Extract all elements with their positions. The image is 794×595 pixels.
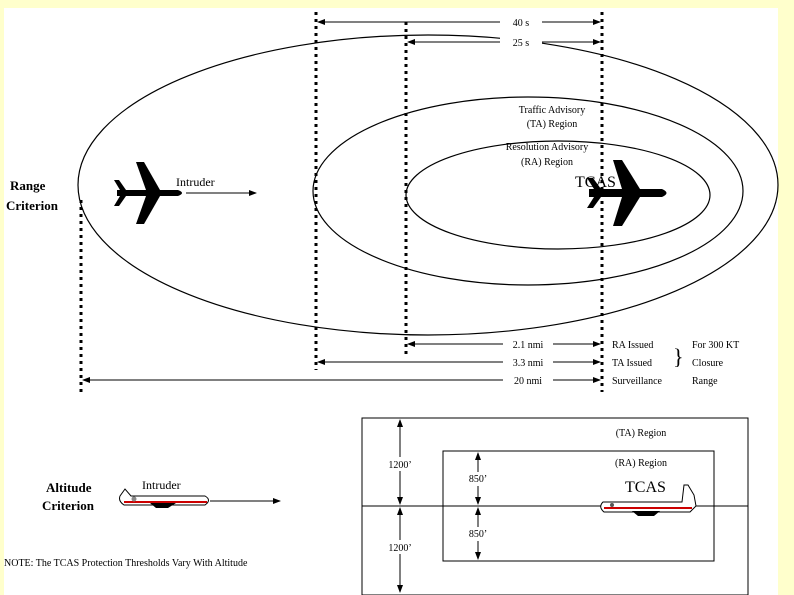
for-300kt-label: For 300 KT [692,340,740,351]
dist-surveillance-label: 20 nmi [513,376,543,387]
ta-issued-label: TA Issued [612,358,653,369]
ft-1200-bottom-label: 1200’ [388,543,412,554]
altitude-criterion-label-line2: Criterion [42,498,94,513]
ft-1200-top-label: 1200’ [388,460,412,471]
ra-altitude-region-label: (RA) Region [615,458,667,469]
intruder-label: Intruder [176,175,215,189]
range-criterion-label-line1: Range [10,178,46,193]
ta-region-label-line1: Traffic Advisory [518,105,586,116]
time-25s-label: 25 s [512,38,530,49]
tcas-label: TCAS [575,174,616,191]
note-text: NOTE: The TCAS Protection Thresholds Vary With Altitude [4,558,248,569]
range-criterion-label-line2: Criterion [6,198,58,213]
ta-region-label-line2: (TA) Region [526,119,578,130]
altitude-intruder-label: Intruder [142,478,181,492]
ra-issued-label: RA Issued [612,340,654,351]
ta-altitude-region-label: (TA) Region [615,428,667,439]
altitude-criterion-label-line1: Altitude [46,480,92,495]
ra-region-label-line1: Resolution Advisory [505,142,589,153]
range-word-label: Range [692,376,718,387]
ft-850-bottom-label: 850’ [468,529,488,540]
altitude-tcas-label: TCAS [625,479,666,496]
dist-ra-label: 2.1 nmi [512,340,544,351]
time-40s-label: 40 s [512,18,530,29]
surveillance-label: Surveillance [612,376,662,387]
closure-brace: } [673,344,684,369]
closure-label: Closure [692,358,724,369]
ft-850-top-label: 850’ [468,474,488,485]
ra-region-label-line2: (RA) Region [521,157,573,168]
dist-ta-label: 3.3 nmi [512,358,544,369]
